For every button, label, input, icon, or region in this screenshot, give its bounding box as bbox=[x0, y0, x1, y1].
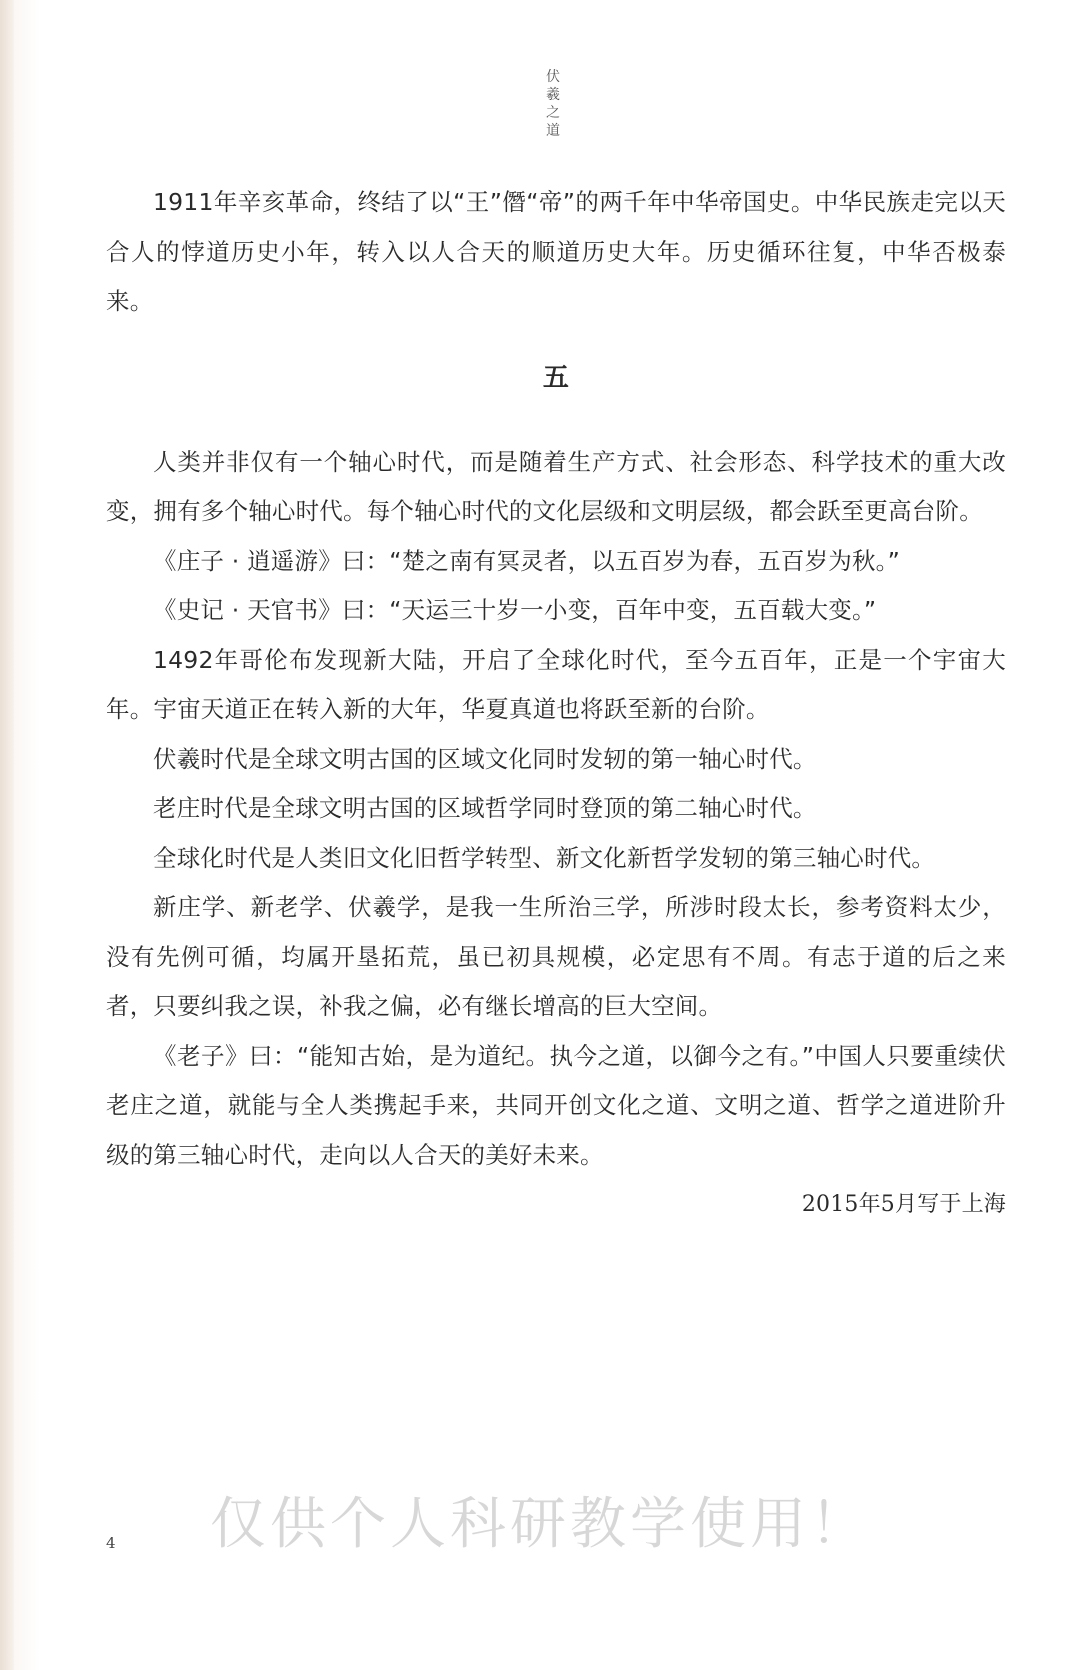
paragraph: 全球化时代是人类旧文化旧哲学转型、新文化新哲学发轫的第三轴心时代。 bbox=[153, 843, 936, 872]
paragraph: 《庄子 · 逍遥游》曰：“楚之南有冥灵者，以五百岁为春，五百岁为秋。” bbox=[153, 546, 901, 575]
paragraph: 老庄时代是全球文明古国的区域哲学同时登顶的第二轴心时代。 bbox=[153, 794, 817, 822]
paragraph: 1911年辛亥革命，终结了以“王”僭“帝”的两千年中华帝国史。中华民族走完以天合人的悖道历史小年，转入以人合天的顺道历史大年。历史循环往复，中华否极泰来。 bbox=[106, 188, 1006, 315]
paragraph: 伏羲时代是全球文明古国的区域文化同时发轫的第一轴心时代。 bbox=[153, 744, 817, 773]
page-body bbox=[106, 178, 1006, 1230]
paragraph: 1492年哥伦布发现新大陆，开启了全球化时代，至今五百年，正是一个宇宙大年。宇宙天道正在转入新的大年，华夏真道也将跃至新的台阶。 bbox=[106, 645, 1006, 723]
section-heading: 五 bbox=[542, 362, 570, 393]
date-signature: 2015年5月写于上海 bbox=[801, 1192, 1006, 1217]
paragraph: 《史记 · 天官书》曰：“天运三十岁一小变，百年中变，五百载大变。” bbox=[153, 596, 877, 624]
paragraph: 人类并非仅有一个轴心时代，而是随着生产方式、社会形态、科学技术的重大改变，拥有多个轴心时代。每个轴心时代的文化层级和文明层级，都会跃至更高台阶。 bbox=[106, 447, 1006, 525]
page-spine-shadow bbox=[0, 0, 14, 1670]
watermark: 仅供个人科研教学使用！ bbox=[210, 1492, 870, 1557]
running-head: 伏羲之道 bbox=[546, 69, 560, 139]
paragraph: 新庄学、新老学、伏羲学，是我一生所治三学，所涉时段太长，参考资料太少，没有先例可循，均属开垦拓荒，虽已初具规模，必定思有不周。有志于道的后之来者，只要纠我之误，补我之偏，必有继长增高的巨大空间。 bbox=[106, 893, 1006, 1020]
paragraph: 《老子》曰：“能知古始，是为道纪。执今之道，以御今之有。”中国人只要重续伏老庄之道，就能与全人类携起手来，共同开创文化之道、文明之道、哲学之道进阶升级的第三轴心时代，走向以人合天的美好未来。 bbox=[106, 1041, 1006, 1169]
page-number: 4 bbox=[106, 1534, 116, 1552]
